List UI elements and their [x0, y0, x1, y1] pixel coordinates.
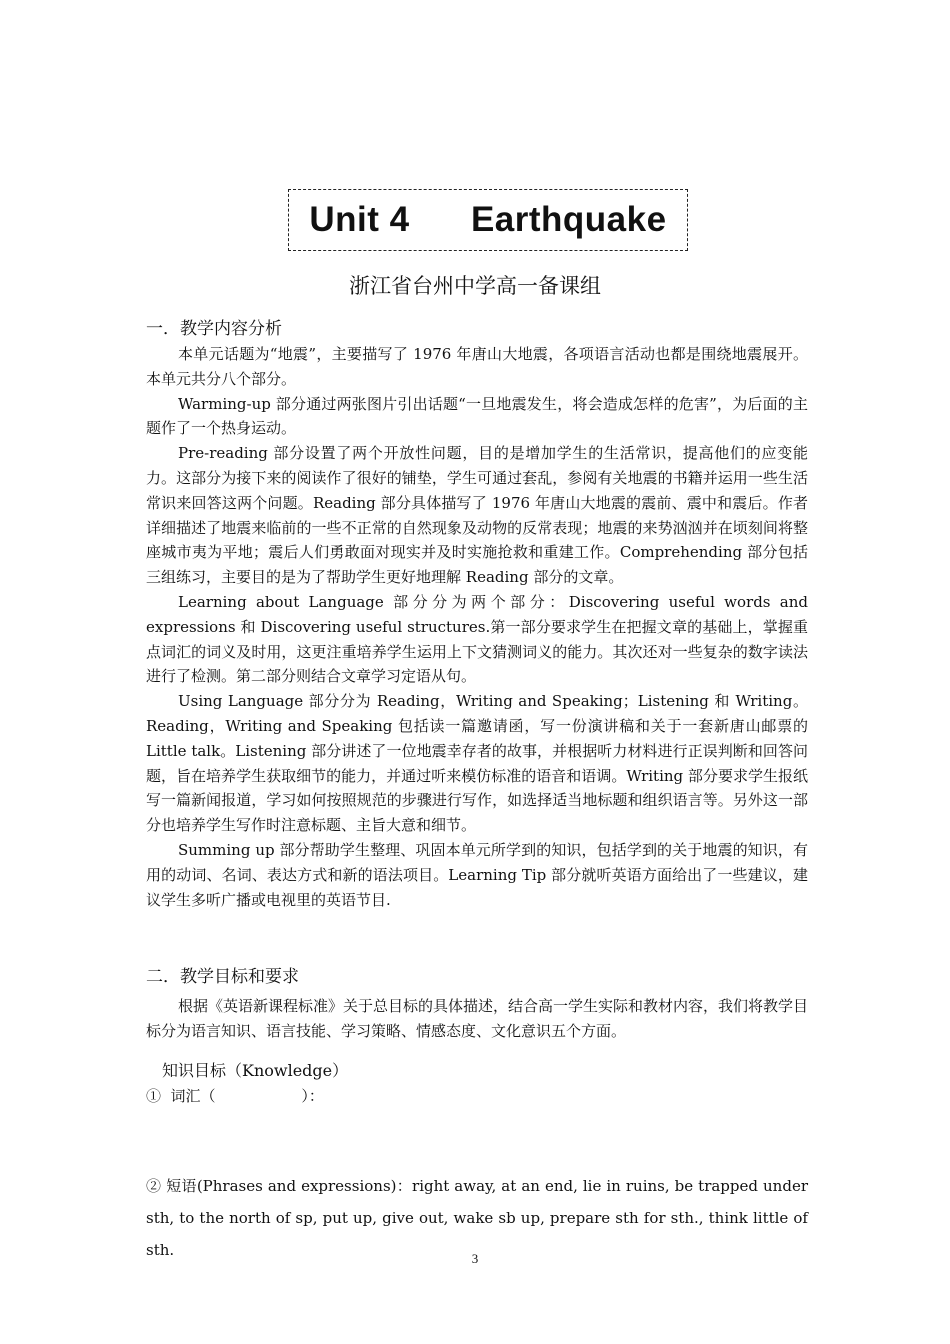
page-number: 3	[471, 1251, 479, 1266]
vocabulary-label: ① 词汇（ ）：	[146, 1087, 324, 1105]
paragraph: Using Language 部分分为 Reading，Writing and Speaking；Listening 和 Writing。Reading，Writing and Speaking 包括读一篇邀请函，写一份演讲稿和关于一套新唐山邮票的 Little talk。Listening 部分讲述了一位地震幸存者的故事，并根据听力材料进行正误判断和回答问题，旨在培养学生获取细节的能力，并通过听来模仿标准的语音和语调。Writing 部分要求学生报纸写一篇新闻报道，学习如何按照规范的步骤进行写作，如选择适当地标题和组织语言等。另外这一部分也培养学生写作时注意标题、主旨大意和细节。	[146, 692, 808, 835]
paragraph: Learning about Language 部分分为两个部分：Discovering useful words and expressions 和 Discovering useful structures.第一部分要求学生在把握文章的基础上，掌握重点词汇的词义及时用，这更注重培养学生运用上下文猜测词义的能力。其次还对一些复杂的数字读法进行了检测。第二部分则结合文章学习定语从句。	[146, 592, 808, 686]
title-box	[288, 189, 688, 251]
paragraph: 本单元话题为“地震”，主要描写了 1976 年唐山大地震，各项语言活动也都是围绕地震展开。本单元共分八个部分。	[146, 345, 808, 388]
unit-title: Unit 4 Earthquake	[309, 200, 667, 239]
section-2-heading: 二．教学目标和要求	[146, 967, 299, 987]
paragraph: 根据《英语新课程标准》关于总目标的具体描述，结合高一学生实际和教材内容，我们将教学目标分为语言知识、语言技能、学习策略、情感态度、文化意识五个方面。	[146, 997, 809, 1040]
section-1-heading: 一．教学内容分析	[146, 319, 282, 339]
paragraph: Warming-up 部分通过两张图片引出话题“一旦地震发生，将会造成怎样的危害”，为后面的主题作了一个热身运动。	[146, 394, 808, 438]
section-1-body	[146, 342, 808, 912]
paragraph: Summing up 部分帮助学生整理、巩固本单元所学到的知识，包括学到的关于地震的知识，有用的动词、名词、表达方式和新的语法项目。Learning Tip 部分就听英语方面给出了一些建议，建议学生多听广播或电视里的英语节目.	[146, 840, 808, 909]
subtitle: 浙江省台州中学高一备课组	[349, 274, 601, 298]
knowledge-label: 知识目标（Knowledge）	[162, 1061, 349, 1080]
section-2-body	[146, 994, 808, 1044]
phrases-line: ② 短语(Phrases and expressions)：right away, at an end, lie in ruins, be trapped under sth, to the north of sp, put up, give out, wake sb up, prepare sth for sth., think little of sth.	[146, 1177, 808, 1259]
paragraph: Pre-reading 部分设置了两个开放性问题，目的是增加学生的生活常识，提高他们的应变能力。这部分为接下来的阅读作了很好的铺垫，学生可通过套乱，参阅有关地震的书籍并运用一些生活常识来回答这两个问题。Reading 部分具体描写了 1976 年唐山大地震的震前、震中和震后。作者详细描述了地震来临前的一些不正常的自然现象及动物的反常表现；地震的来势汹汹并在顷刻间将整座城市夷为平地；震后人们勇敢面对现实并及时实施抢救和重建工作。Comprehending 部分包括三组练习，主要目的是为了帮助学生更好地理解 Reading 部分的文章。	[146, 444, 808, 587]
